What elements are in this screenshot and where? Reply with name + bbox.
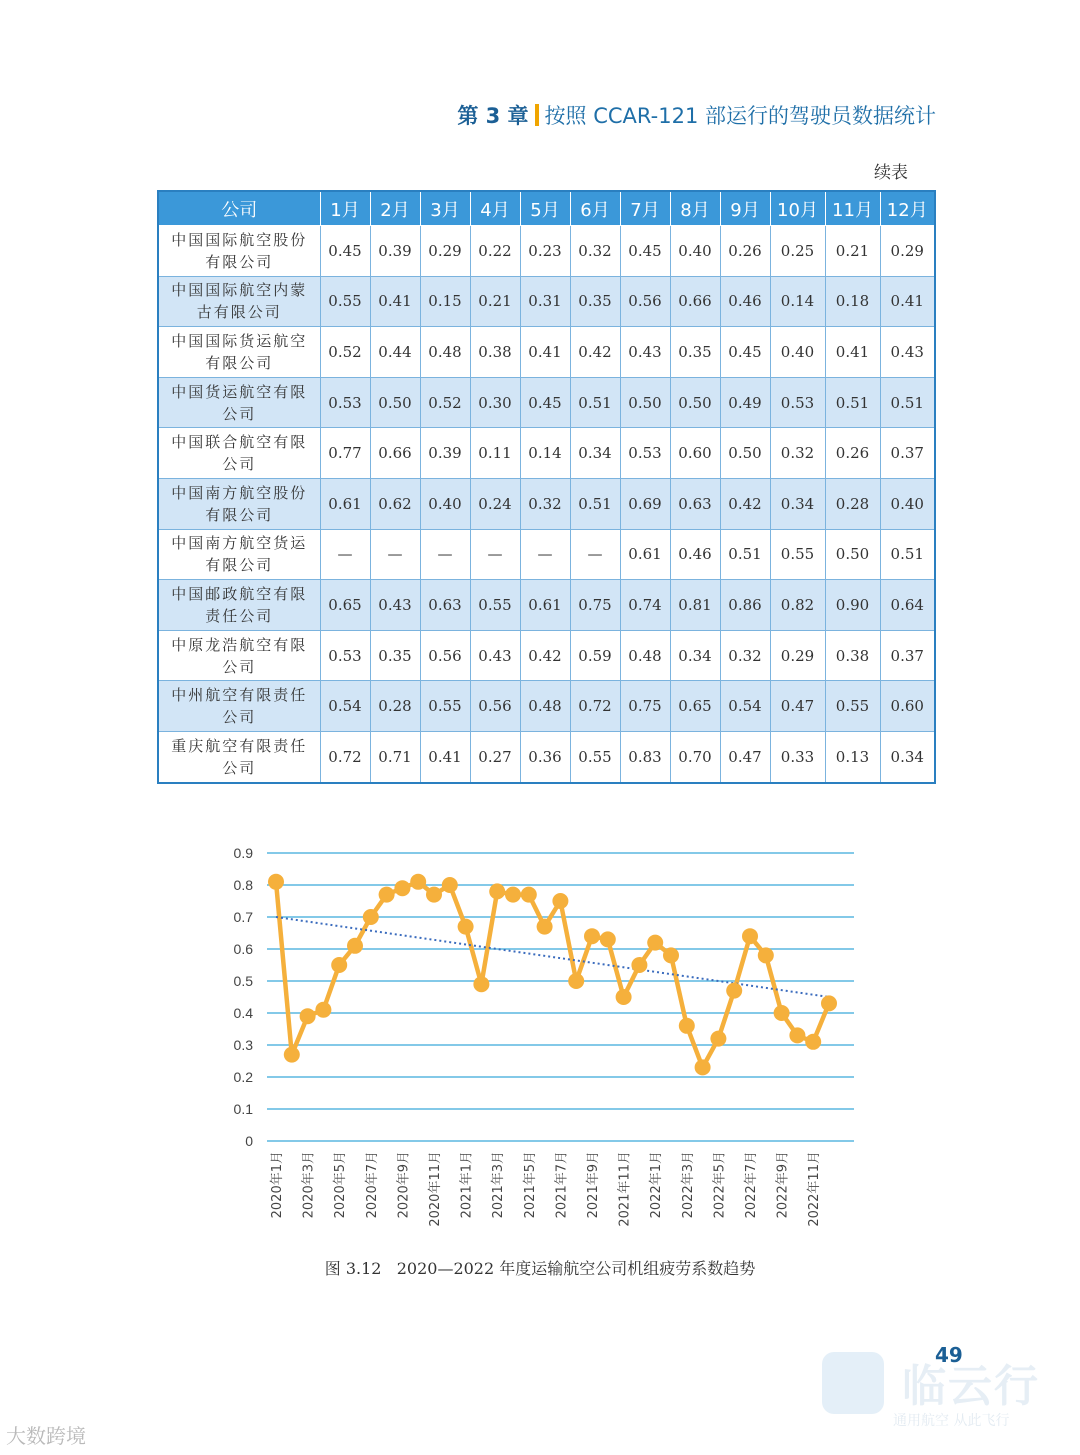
data-point <box>284 1047 300 1063</box>
continued-label: 续表 <box>874 163 908 183</box>
value-cell: 0.56 <box>620 276 670 327</box>
value-cell: 0.43 <box>470 630 520 681</box>
value-cell: 0.51 <box>720 529 770 580</box>
value-cell: — <box>570 529 620 580</box>
x-tick-label: 2022年9月 <box>775 1151 791 1219</box>
value-cell: — <box>470 529 520 580</box>
company-name-cell: 中国邮政航空有限责任公司 <box>158 580 320 631</box>
data-point <box>805 1034 821 1050</box>
value-cell: 0.40 <box>670 226 720 277</box>
value-cell: 0.33 <box>770 731 825 782</box>
value-cell: 0.55 <box>320 276 370 327</box>
value-cell: 0.25 <box>770 226 825 277</box>
data-point <box>394 880 410 896</box>
data-point <box>584 928 600 944</box>
data-point <box>552 893 568 909</box>
column-header-month: 4月 <box>470 191 520 226</box>
x-tick-label: 2020年3月 <box>301 1151 317 1219</box>
data-point <box>710 1031 726 1047</box>
value-cell: 0.34 <box>880 731 935 782</box>
value-cell: 0.32 <box>570 226 620 277</box>
data-point <box>616 989 632 1005</box>
value-cell: 0.55 <box>420 681 470 732</box>
table-row <box>158 377 935 428</box>
value-cell: 0.66 <box>670 276 720 327</box>
value-cell: 0.35 <box>370 630 420 681</box>
value-cell: 0.41 <box>370 276 420 327</box>
value-cell: 0.60 <box>880 681 935 732</box>
x-tick-label: 2021年1月 <box>459 1151 475 1219</box>
value-cell: 0.56 <box>420 630 470 681</box>
value-cell: 0.69 <box>620 478 670 529</box>
x-tick-label: 2020年1月 <box>270 1151 285 1219</box>
value-cell: 0.28 <box>825 478 880 529</box>
table-row <box>158 478 935 529</box>
data-point <box>268 874 284 890</box>
data-point <box>679 1018 695 1034</box>
value-cell: 0.21 <box>825 226 880 277</box>
x-tick-label: 2022年11月 <box>807 1151 823 1227</box>
value-cell: 0.59 <box>570 630 620 681</box>
value-cell: 0.43 <box>880 327 935 378</box>
y-tick-label: 0.4 <box>233 1005 253 1021</box>
series-line <box>276 882 829 1068</box>
value-cell: 0.29 <box>770 630 825 681</box>
column-header-month: 12月 <box>880 191 935 226</box>
value-cell: 0.55 <box>470 580 520 631</box>
table-row <box>158 529 935 580</box>
value-cell: 0.26 <box>720 226 770 277</box>
column-header-month: 1月 <box>320 191 370 226</box>
table-row <box>158 731 935 782</box>
header-divider <box>535 104 539 126</box>
value-cell: — <box>420 529 470 580</box>
fatigue-trend-chart <box>220 835 870 1245</box>
column-header-month: 6月 <box>570 191 620 226</box>
value-cell: 0.37 <box>880 630 935 681</box>
value-cell: 0.35 <box>670 327 720 378</box>
table-row <box>158 681 935 732</box>
value-cell: 0.50 <box>370 377 420 428</box>
value-cell: 0.53 <box>620 428 670 479</box>
value-cell: 0.21 <box>470 276 520 327</box>
value-cell: — <box>320 529 370 580</box>
value-cell: 0.53 <box>320 377 370 428</box>
company-name-cell: 中原龙浩航空有限公司 <box>158 630 320 681</box>
value-cell: 0.45 <box>520 377 570 428</box>
value-cell: 0.62 <box>370 478 420 529</box>
x-tick-label: 2020年11月 <box>428 1151 443 1227</box>
value-cell: 0.41 <box>420 731 470 782</box>
fatigue-table <box>157 190 936 784</box>
column-header-month: 8月 <box>670 191 720 226</box>
value-cell: 0.36 <box>520 731 570 782</box>
data-point <box>647 935 663 951</box>
data-point <box>347 938 363 954</box>
data-point <box>315 1002 331 1018</box>
value-cell: 0.42 <box>570 327 620 378</box>
value-cell: 0.63 <box>670 478 720 529</box>
value-cell: 0.48 <box>520 681 570 732</box>
value-cell: 0.22 <box>470 226 520 277</box>
column-header-company: 公司 <box>158 191 320 226</box>
value-cell: 0.61 <box>520 580 570 631</box>
data-point <box>410 874 426 890</box>
data-point <box>473 976 489 992</box>
watermark-brand: 临云行 <box>902 1361 1040 1412</box>
data-point <box>695 1059 711 1075</box>
value-cell: 0.86 <box>720 580 770 631</box>
x-tick-label: 2021年11月 <box>617 1151 633 1227</box>
x-tick-label: 2020年9月 <box>396 1151 412 1219</box>
value-cell: 0.54 <box>320 681 370 732</box>
value-cell: — <box>370 529 420 580</box>
value-cell: 0.75 <box>570 580 620 631</box>
y-tick-label: 0.7 <box>233 909 253 925</box>
data-point <box>821 995 837 1011</box>
company-name-cell: 中国联合航空有限公司 <box>158 428 320 479</box>
value-cell: 0.55 <box>570 731 620 782</box>
chapter-header <box>457 100 936 130</box>
value-cell: 0.44 <box>370 327 420 378</box>
data-point <box>789 1027 805 1043</box>
value-cell: 0.83 <box>620 731 670 782</box>
value-cell: 0.52 <box>320 327 370 378</box>
value-cell: 0.26 <box>825 428 880 479</box>
company-name-cell: 中国国际航空内蒙古有限公司 <box>158 276 320 327</box>
value-cell: 0.24 <box>470 478 520 529</box>
value-cell: 0.63 <box>420 580 470 631</box>
value-cell: 0.27 <box>470 731 520 782</box>
chapter-number: 第 3 章 <box>457 104 529 128</box>
x-tick-label: 2020年5月 <box>333 1151 349 1219</box>
value-cell: 0.38 <box>825 630 880 681</box>
value-cell: 0.71 <box>370 731 420 782</box>
value-cell: 0.64 <box>880 580 935 631</box>
value-cell: 0.65 <box>670 681 720 732</box>
x-tick-label: 2022年5月 <box>712 1151 728 1219</box>
value-cell: 0.31 <box>520 276 570 327</box>
y-tick-label: 0.2 <box>233 1069 253 1085</box>
value-cell: 0.53 <box>770 377 825 428</box>
company-name-cell: 中国国际航空股份有限公司 <box>158 226 320 277</box>
value-cell: 0.90 <box>825 580 880 631</box>
value-cell: 0.41 <box>520 327 570 378</box>
value-cell: 0.40 <box>420 478 470 529</box>
x-tick-label: 2021年9月 <box>586 1151 601 1219</box>
value-cell: 0.49 <box>720 377 770 428</box>
data-point <box>631 957 647 973</box>
value-cell: 0.50 <box>825 529 880 580</box>
value-cell: — <box>520 529 570 580</box>
table-row <box>158 276 935 327</box>
data-point <box>774 1005 790 1021</box>
value-cell: 0.40 <box>880 478 935 529</box>
value-cell: 0.41 <box>880 276 935 327</box>
value-cell: 0.14 <box>520 428 570 479</box>
value-cell: 0.47 <box>770 681 825 732</box>
value-cell: 0.18 <box>825 276 880 327</box>
x-tick-label: 2021年3月 <box>491 1151 507 1219</box>
value-cell: 0.51 <box>880 529 935 580</box>
data-point <box>726 983 742 999</box>
value-cell: 0.56 <box>470 681 520 732</box>
column-header-month: 3月 <box>420 191 470 226</box>
column-header-month: 9月 <box>720 191 770 226</box>
value-cell: 0.30 <box>470 377 520 428</box>
page-number: 49 <box>935 1343 963 1367</box>
x-tick-label: 2022年1月 <box>649 1151 665 1219</box>
company-name-cell: 中国货运航空有限公司 <box>158 377 320 428</box>
company-name-cell: 中国国际货运航空有限公司 <box>158 327 320 378</box>
value-cell: 0.55 <box>770 529 825 580</box>
value-cell: 0.39 <box>370 226 420 277</box>
value-cell: 0.48 <box>620 630 670 681</box>
value-cell: 0.50 <box>720 428 770 479</box>
value-cell: 0.23 <box>520 226 570 277</box>
value-cell: 0.51 <box>880 377 935 428</box>
value-cell: 0.72 <box>570 681 620 732</box>
y-tick-label: 0.5 <box>233 973 253 989</box>
column-header-month: 5月 <box>520 191 570 226</box>
value-cell: 0.43 <box>620 327 670 378</box>
y-tick-label: 0.8 <box>233 877 253 893</box>
column-header-month: 10月 <box>770 191 825 226</box>
value-cell: 0.54 <box>720 681 770 732</box>
table-header-row <box>158 191 935 226</box>
data-point <box>442 877 458 893</box>
value-cell: 0.51 <box>570 478 620 529</box>
chapter-title: 按照 CCAR-121 部运行的驾驶员数据统计 <box>544 104 936 128</box>
data-point <box>379 887 395 903</box>
value-cell: 0.28 <box>370 681 420 732</box>
value-cell: 0.48 <box>420 327 470 378</box>
value-cell: 0.82 <box>770 580 825 631</box>
value-cell: 0.53 <box>320 630 370 681</box>
value-cell: 0.43 <box>370 580 420 631</box>
data-point <box>537 919 553 935</box>
value-cell: 0.81 <box>670 580 720 631</box>
value-cell: 0.29 <box>420 226 470 277</box>
value-cell: 0.70 <box>670 731 720 782</box>
company-name-cell: 重庆航空有限责任公司 <box>158 731 320 782</box>
y-tick-label: 0.3 <box>233 1037 253 1053</box>
y-tick-label: 0.6 <box>233 941 253 957</box>
y-tick-label: 0.1 <box>233 1101 253 1117</box>
value-cell: 0.32 <box>720 630 770 681</box>
value-cell: 0.61 <box>320 478 370 529</box>
x-tick-label: 2020年7月 <box>364 1151 380 1219</box>
watermark-plane-icon <box>822 1352 884 1414</box>
x-tick-label: 2022年3月 <box>680 1151 696 1219</box>
y-tick-label: 0.9 <box>233 845 253 861</box>
value-cell: 0.45 <box>320 226 370 277</box>
value-cell: 0.40 <box>770 327 825 378</box>
value-cell: 0.65 <box>320 580 370 631</box>
y-tick-label: 0 <box>245 1133 253 1149</box>
value-cell: 0.34 <box>570 428 620 479</box>
value-cell: 0.75 <box>620 681 670 732</box>
value-cell: 0.50 <box>670 377 720 428</box>
table-row <box>158 630 935 681</box>
value-cell: 0.39 <box>420 428 470 479</box>
column-header-month: 7月 <box>620 191 670 226</box>
value-cell: 0.35 <box>570 276 620 327</box>
company-name-cell: 中国南方航空股份有限公司 <box>158 478 320 529</box>
value-cell: 0.51 <box>825 377 880 428</box>
data-point <box>300 1008 316 1024</box>
table-row <box>158 428 935 479</box>
value-cell: 0.41 <box>825 327 880 378</box>
x-tick-label: 2021年5月 <box>522 1151 538 1219</box>
table-row <box>158 226 935 277</box>
value-cell: 0.61 <box>620 529 670 580</box>
figure-caption: 图 3.12 2020—2022 年度运输航空公司机组疲劳系数趋势 <box>324 1259 756 1278</box>
data-point <box>363 909 379 925</box>
company-name-cell: 中州航空有限责任公司 <box>158 681 320 732</box>
value-cell: 0.77 <box>320 428 370 479</box>
value-cell: 0.11 <box>470 428 520 479</box>
x-tick-label: 2021年7月 <box>554 1151 570 1219</box>
data-point <box>568 973 584 989</box>
value-cell: 0.46 <box>720 276 770 327</box>
table-row <box>158 580 935 631</box>
value-cell: 0.42 <box>720 478 770 529</box>
value-cell: 0.37 <box>880 428 935 479</box>
value-cell: 0.74 <box>620 580 670 631</box>
value-cell: 0.66 <box>370 428 420 479</box>
value-cell: 0.13 <box>825 731 880 782</box>
data-point <box>426 887 442 903</box>
x-tick-label: 2022年7月 <box>744 1151 759 1219</box>
value-cell: 0.60 <box>670 428 720 479</box>
data-point <box>489 883 505 899</box>
data-point <box>758 947 774 963</box>
value-cell: 0.29 <box>880 226 935 277</box>
table-row <box>158 327 935 378</box>
value-cell: 0.15 <box>420 276 470 327</box>
value-cell: 0.47 <box>720 731 770 782</box>
data-point <box>505 887 521 903</box>
watermark-left: 大数跨境 <box>6 1424 86 1448</box>
value-cell: 0.45 <box>620 226 670 277</box>
value-cell: 0.14 <box>770 276 825 327</box>
company-name-cell: 中国南方航空货运有限公司 <box>158 529 320 580</box>
value-cell: 0.46 <box>670 529 720 580</box>
watermark-slogan: 通用航空 从此飞行 <box>893 1413 1010 1429</box>
value-cell: 0.34 <box>770 478 825 529</box>
data-point <box>742 928 758 944</box>
value-cell: 0.42 <box>520 630 570 681</box>
value-cell: 0.38 <box>470 327 520 378</box>
data-point <box>663 947 679 963</box>
data-point <box>521 887 537 903</box>
value-cell: 0.32 <box>770 428 825 479</box>
column-header-month: 11月 <box>825 191 880 226</box>
data-point <box>458 919 474 935</box>
value-cell: 0.50 <box>620 377 670 428</box>
value-cell: 0.51 <box>570 377 620 428</box>
column-header-month: 2月 <box>370 191 420 226</box>
value-cell: 0.32 <box>520 478 570 529</box>
data-point <box>600 931 616 947</box>
value-cell: 0.52 <box>420 377 470 428</box>
data-point <box>331 957 347 973</box>
value-cell: 0.34 <box>670 630 720 681</box>
value-cell: 0.72 <box>320 731 370 782</box>
value-cell: 0.55 <box>825 681 880 732</box>
value-cell: 0.45 <box>720 327 770 378</box>
